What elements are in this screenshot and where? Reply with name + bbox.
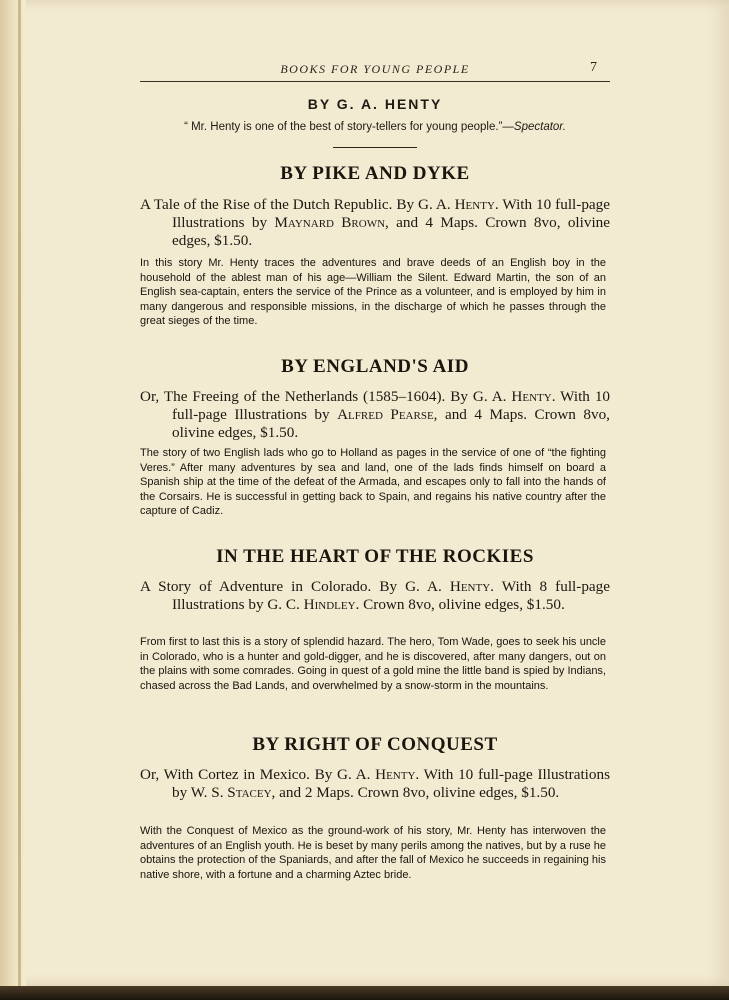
section-rule: [333, 147, 417, 148]
book-summary: From first to last this is a story of splendid hazard. The hero, Tom Wade, goes to seek his uncle in Colorado, who is a hunter and gold-digger, and he is discovered, after many dangers, out on the plains with some comrades. Going in quest of a gold mine the little band is spied by Indians, chased across the Bad Lands, and overwhelmed by a snow-storm in the mountains.: [140, 636, 606, 692]
book-summary: The story of two English lads who go to Holland as pages in the service of one of “the fighting Veres.” After many adventures by sea and land, one of the lads finds himself on board a Spanish ship at the time of the defeat of the Armada, and escapes only to fall into the hands of the Corsairs. He is successful in getting back to Spain, and regains his native country after the capture of Cadiz.: [140, 447, 606, 518]
header-rule: [140, 81, 610, 82]
desc-text: . With 10 full-page Illustrations by: [172, 196, 610, 231]
desc-author: Henty: [375, 766, 416, 783]
desc-text: , and 4 Maps. Crown 8vo, olivine edges, $1.50.: [172, 214, 611, 249]
author-heading: BY G. A. HENTY: [307, 96, 443, 112]
page-bottom-edge: [0, 986, 729, 1000]
desc-text: . With 10 full-page Illustrations by: [172, 388, 611, 423]
page-number: 7: [590, 60, 597, 75]
book-description: [140, 388, 610, 442]
desc-text: A Tale of the Rise of the Dutch Republic. By G. A.: [140, 196, 455, 213]
desc-author: Henty: [454, 196, 495, 213]
desc-text: Or, With Cortez in Mexico. By G. A.: [140, 766, 376, 783]
book-title-pike-and-dyke: BY PIKE AND DYKE: [280, 163, 470, 184]
review-quote: [140, 121, 610, 133]
desc-illustrator: Maynard Brown: [274, 214, 386, 231]
book-description: [140, 766, 610, 802]
desc-illustrator: Hindley: [303, 596, 356, 613]
book-description: [140, 578, 610, 614]
desc-illustrator: Stacey: [227, 784, 272, 801]
desc-text: , and 4 Maps. Crown 8vo, olivine edges, $1.50.: [172, 406, 610, 441]
book-title-right-of-conquest: BY RIGHT OF CONQUEST: [252, 734, 498, 755]
desc-text: . With 8 full-page Illustrations by G. C.: [172, 578, 610, 613]
desc-author: Henty: [511, 388, 552, 405]
quote-source: Spectator.: [513, 121, 566, 133]
desc-text: , and 2 Maps. Crown 8vo, olivine edges, $1.50.: [271, 784, 560, 801]
book-description: [140, 196, 610, 250]
book-summary: In this story Mr. Henty traces the adventures and brave deeds of an English boy in the household of the ablest man of his age—William the Silent. Edward Martin, the son of an English sea-captain, enters the service of the Prince as a volunteer, and is employed by him in many dangerous and responsible missions, in the discharge of which he passes through the great sieges of the time.: [140, 257, 606, 328]
desc-illustrator: Alfred Pearse: [337, 406, 434, 423]
desc-text: Or, The Freeing of the Netherlands (1585–1604). By G. A.: [140, 388, 512, 405]
quote-text: “ Mr. Henty is one of the best of story-tellers for young people.”—: [184, 121, 514, 133]
desc-text: A Story of Adventure in Colorado. By G. A.: [140, 578, 450, 595]
running-head: BOOKS FOR YOUNG PEOPLE: [280, 62, 470, 76]
book-title-heart-of-the-rockies: IN THE HEART OF THE ROCKIES: [216, 546, 534, 567]
book-summary: With the Conquest of Mexico as the ground-work of his story, Mr. Henty has interwoven the adventures of an English youth. He is beset by many perils among the natives, but by a ruse he obtains the protection of the Spaniards, and after the fall of Mexico he succeeds in regaining his native shore, with a fortune and a charming Aztec bride.: [140, 825, 606, 881]
book-title-englands-aid: BY ENGLAND'S AID: [281, 356, 469, 377]
desc-text: . Crown 8vo, olivine edges, $1.50.: [355, 596, 565, 613]
binding-edge: [18, 0, 21, 986]
desc-author: Henty: [449, 578, 491, 595]
page-gutter: [0, 0, 26, 986]
desc-text: . With 10 full-page Illustrations by W. S.: [172, 766, 610, 801]
